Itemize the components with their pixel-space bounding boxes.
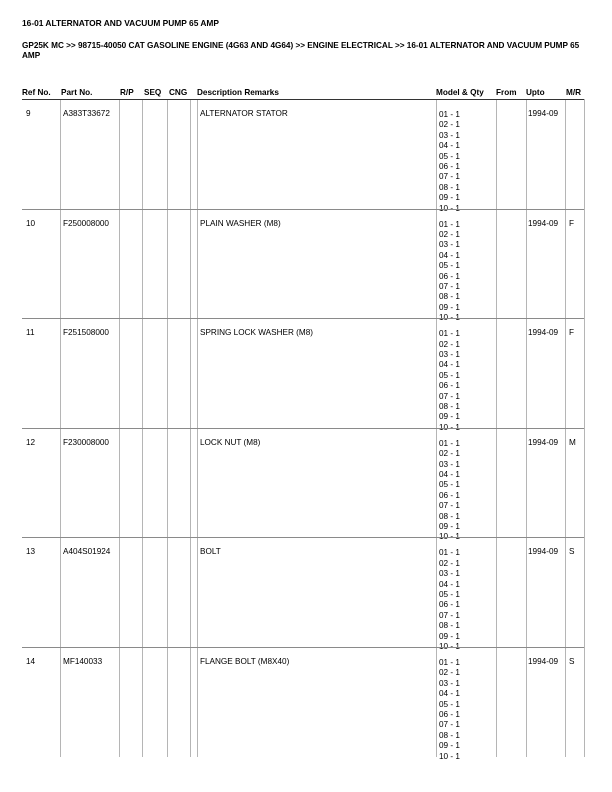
model-qty-entry: 08 - 1 <box>439 402 460 412</box>
ref-no: 11 <box>26 328 35 338</box>
upto-date: 1994-09 <box>528 109 559 118</box>
model-qty-entry: 06 - 1 <box>439 271 460 281</box>
upto-date: 1994-09 <box>528 657 559 666</box>
model-qty-entry: 06 - 1 <box>439 162 460 172</box>
mr-code: F <box>569 218 575 228</box>
model-qty-entry: 03 - 1 <box>439 569 460 579</box>
model-qty-entry: 04 - 1 <box>439 470 460 480</box>
col-header-model-qty: Model & Qty <box>436 88 484 97</box>
model-qty-entry: 06 - 1 <box>439 490 460 500</box>
upto-date: 1994-09 <box>528 328 559 338</box>
model-qty-entry: 10 - 1 <box>439 313 460 323</box>
ref-no: 10 <box>26 218 36 228</box>
model-qty-entry: 10 - 1 <box>439 642 460 652</box>
model-qty-list <box>439 548 460 652</box>
description: PLAIN WASHER (M8) <box>200 218 281 228</box>
mr-code: S <box>569 657 575 666</box>
model-qty-entry: 10 - 1 <box>439 751 460 761</box>
col-header-part-no: Part No. <box>61 88 93 97</box>
model-qty-entry: 07 - 1 <box>439 282 460 292</box>
column-divider <box>584 99 585 757</box>
model-qty-entry: 05 - 1 <box>439 261 460 271</box>
model-qty-entry: 02 - 1 <box>439 339 460 349</box>
col-header-seq: SEQ <box>144 88 162 97</box>
ref-no: 12 <box>26 437 36 447</box>
part-no: MF140033 <box>63 657 103 666</box>
model-qty-entry: 01 - 1 <box>439 548 460 558</box>
model-qty-list <box>439 329 460 433</box>
model-qty-entry: 04 - 1 <box>439 250 460 260</box>
model-qty-entry: 04 - 1 <box>439 579 460 589</box>
model-qty-entry: 05 - 1 <box>439 151 460 161</box>
model-qty-entry: 08 - 1 <box>439 621 460 631</box>
model-qty-entry: 04 - 1 <box>439 141 460 151</box>
model-qty-entry: 09 - 1 <box>439 302 460 312</box>
model-qty-entry: 05 - 1 <box>439 370 460 380</box>
table-row <box>22 647 584 761</box>
model-qty-entry: 02 - 1 <box>439 230 460 239</box>
model-qty-entry: 09 - 1 <box>439 631 460 641</box>
mr-code: M <box>569 437 576 447</box>
model-qty-entry: 01 - 1 <box>439 658 460 667</box>
col-header-from: From <box>496 88 517 97</box>
model-qty-entry: 08 - 1 <box>439 292 460 302</box>
mr-code: F <box>569 328 575 338</box>
model-qty-entry: 03 - 1 <box>439 678 460 688</box>
ref-no: 13 <box>26 547 36 557</box>
model-qty-entry: 02 - 1 <box>439 449 460 459</box>
part-no: A383T33672 <box>63 109 110 118</box>
model-qty-entry: 06 - 1 <box>439 381 460 391</box>
part-no: F230008000 <box>63 437 109 447</box>
table-row <box>22 318 584 432</box>
description: SPRING LOCK WASHER (M8) <box>200 328 313 338</box>
model-qty-entry: 03 - 1 <box>439 240 460 250</box>
col-header-rp: R/P <box>120 88 134 97</box>
upto-date: 1994-09 <box>528 547 559 557</box>
model-qty-entry: 04 - 1 <box>439 360 460 370</box>
model-qty-entry: 01 - 1 <box>439 110 460 119</box>
upto-date: 1994-09 <box>528 437 559 447</box>
model-qty-list <box>439 439 460 543</box>
model-qty-entry: 04 - 1 <box>439 689 460 699</box>
model-qty-entry: 10 - 1 <box>439 532 460 542</box>
table-row <box>22 537 584 652</box>
model-qty-entry: 02 - 1 <box>439 668 460 678</box>
mr-code: S <box>569 547 575 557</box>
col-header-description: Description Remarks <box>197 88 279 97</box>
model-qty-entry: 02 - 1 <box>439 558 460 568</box>
model-qty-entry: 01 - 1 <box>439 219 460 229</box>
description: LOCK NUT (M8) <box>200 437 261 447</box>
col-header-mr: M/R <box>566 88 582 97</box>
table-row <box>22 99 584 213</box>
model-qty-entry: 01 - 1 <box>439 438 460 448</box>
description: BOLT <box>200 547 221 557</box>
part-no: A404S01924 <box>63 547 111 557</box>
model-qty-entry: 03 - 1 <box>439 130 460 140</box>
description: FLANGE BOLT (M8X40) <box>200 657 290 666</box>
model-qty-entry: 10 - 1 <box>439 203 460 213</box>
model-qty-entry: 09 - 1 <box>439 412 460 422</box>
model-qty-entry: 02 - 1 <box>439 120 460 130</box>
model-qty-entry: 07 - 1 <box>439 391 460 401</box>
model-qty-entry: 07 - 1 <box>439 610 460 620</box>
ref-no: 9 <box>26 109 31 118</box>
model-qty-entry: 10 - 1 <box>439 422 460 432</box>
model-qty-entry: 09 - 1 <box>439 522 460 532</box>
table-row <box>22 209 584 323</box>
model-qty-entry: 08 - 1 <box>439 730 460 740</box>
part-no: F250008000 <box>63 218 109 228</box>
parts-table <box>22 99 584 761</box>
model-qty-list <box>439 220 460 324</box>
model-qty-entry: 03 - 1 <box>439 459 460 469</box>
breadcrumb: GP25K MC >> 98715-40050 CAT GASOLINE ENGINE (4G63 AND 4G64) >> ENGINE ELECTRICAL >> 16-01 ALTERNATOR AND VACUUM PUMP 65 AMP <box>22 41 580 60</box>
col-header-upto: Upto <box>526 88 545 97</box>
model-qty-entry: 06 - 1 <box>439 600 460 610</box>
table-row <box>22 428 584 542</box>
model-qty-entry: 03 - 1 <box>439 350 460 359</box>
model-qty-entry: 01 - 1 <box>439 329 460 339</box>
model-qty-entry: 05 - 1 <box>439 699 460 709</box>
model-qty-entry: 05 - 1 <box>439 590 460 600</box>
model-qty-entry: 07 - 1 <box>439 720 460 730</box>
model-qty-entry: 06 - 1 <box>439 710 460 720</box>
col-header-ref-no: Ref No. <box>22 88 51 97</box>
model-qty-list <box>439 110 460 214</box>
ref-no: 14 <box>26 657 36 666</box>
description: ALTERNATOR STATOR <box>200 109 288 118</box>
model-qty-entry: 08 - 1 <box>439 182 460 192</box>
model-qty-entry: 08 - 1 <box>439 511 460 521</box>
model-qty-entry: 05 - 1 <box>439 480 460 490</box>
page-title: 16-01 ALTERNATOR AND VACUUM PUMP 65 AMP <box>22 18 219 28</box>
model-qty-list <box>439 658 460 762</box>
model-qty-entry: 09 - 1 <box>439 193 460 203</box>
col-header-cng: CNG <box>169 88 188 97</box>
model-qty-entry: 07 - 1 <box>439 172 460 182</box>
upto-date: 1994-09 <box>528 218 559 228</box>
model-qty-entry: 09 - 1 <box>439 741 460 751</box>
model-qty-entry: 07 - 1 <box>439 501 460 511</box>
part-no: F251508000 <box>63 328 109 338</box>
